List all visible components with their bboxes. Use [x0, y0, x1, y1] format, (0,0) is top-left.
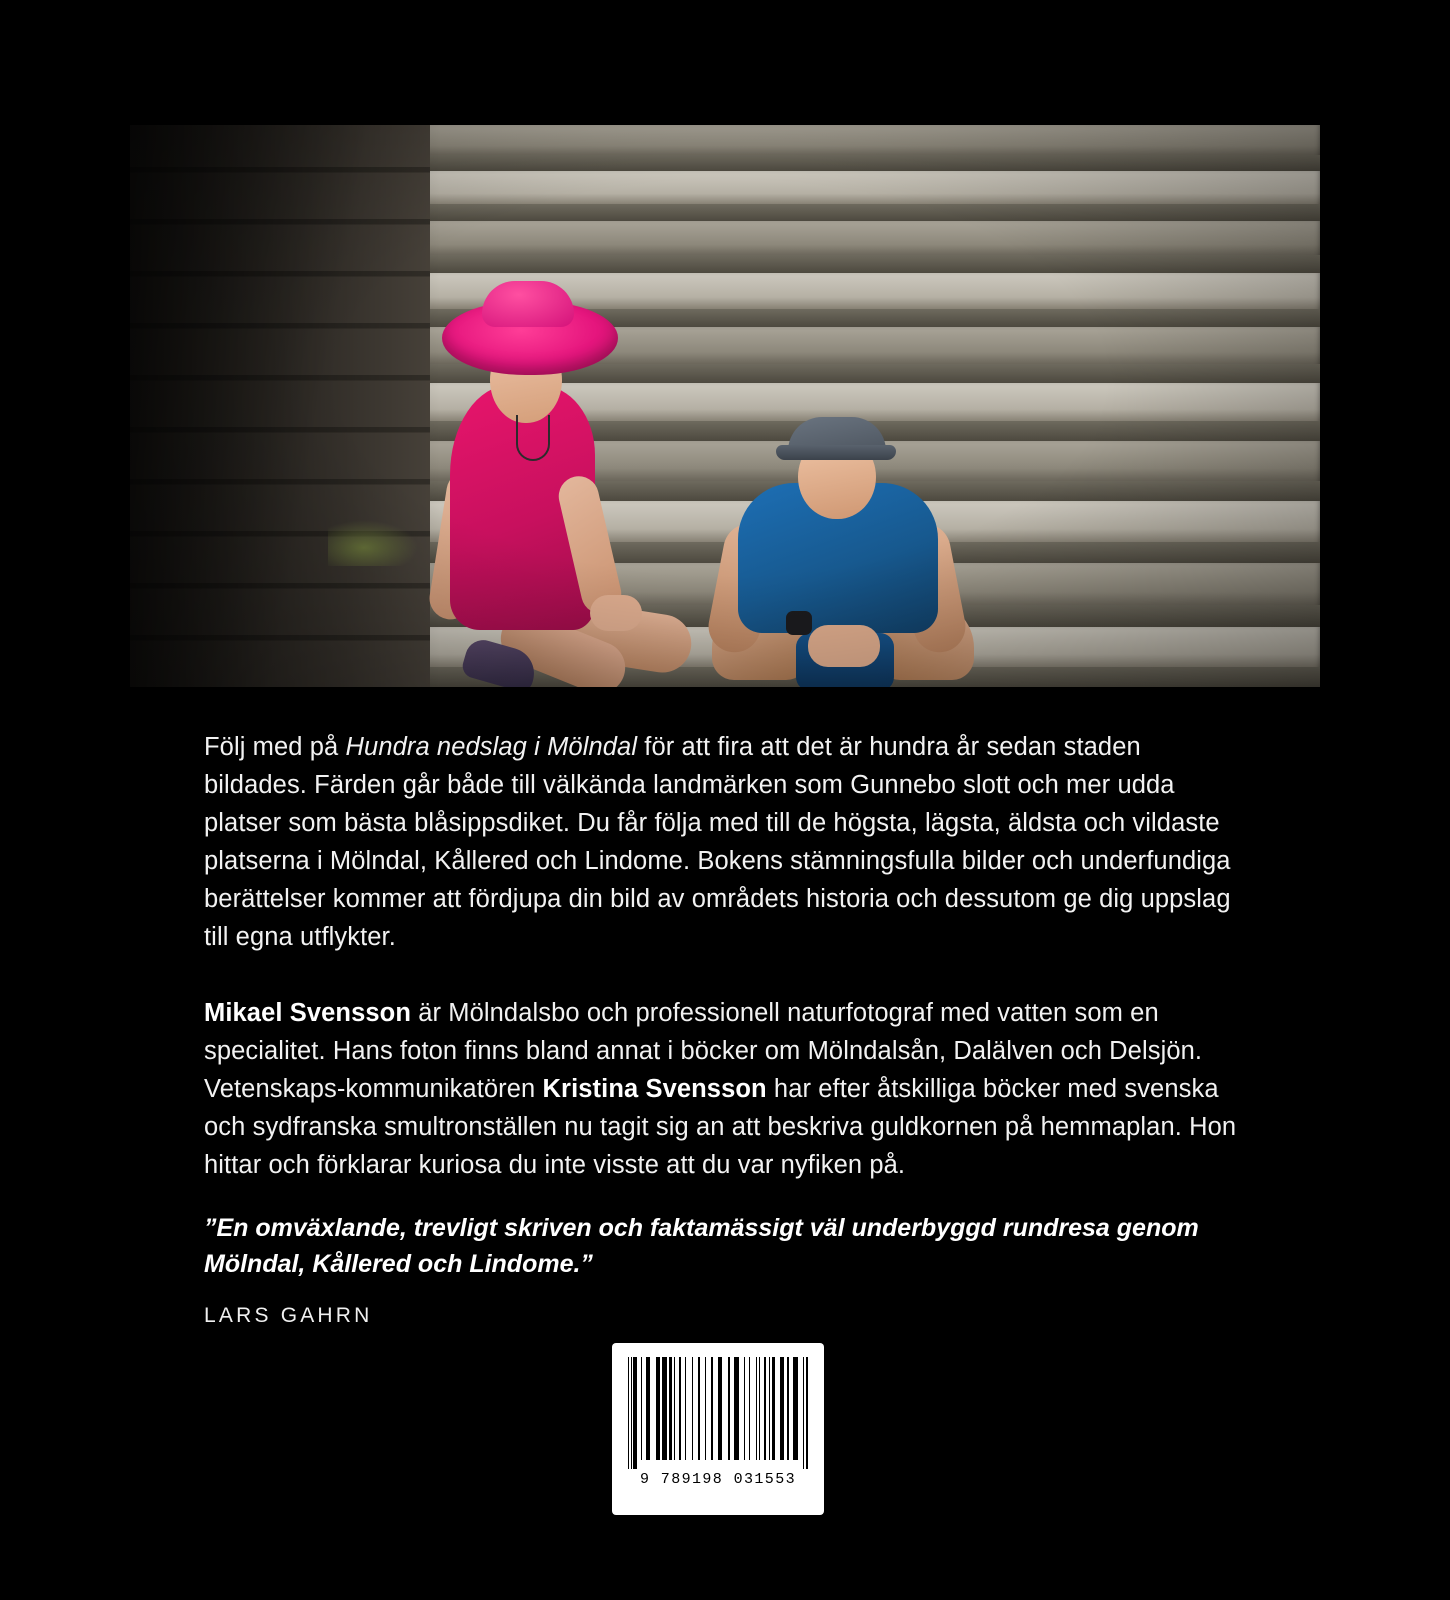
cover-photo	[130, 125, 1320, 687]
barcode-bars	[626, 1357, 810, 1469]
person-woman	[420, 275, 670, 687]
review-quote: ”En omväxlande, trevligt skriven och faktamässigt väl underbyggd rundresa genom Mölndal, Kållered och Lindome.”	[204, 1214, 1199, 1278]
person-man	[700, 405, 990, 687]
photo-scene	[130, 125, 1320, 687]
wristwatch	[786, 611, 812, 635]
blurb-paragraph-2	[204, 994, 1249, 1184]
blurb-p2-rest: har efter åtskilliga böcker med svenska och sydfranska smultronställen nu tagit sig an att beskriva guldkornen på hemmaplan. Hon hittar och förklarar kuriosa du inte visste att du var nyfiken på.	[204, 1075, 1237, 1179]
author-name-kristina: Kristina Svensson	[542, 1075, 767, 1103]
review-author: LARS GAHRN	[204, 1304, 373, 1327]
blurb-paragraph-1	[204, 728, 1249, 956]
author-name-mikael: Mikael Svensson	[204, 999, 412, 1027]
book-title: Hundra nedslag i Mölndal	[345, 733, 638, 761]
barcode-number: 9 789198 031553	[639, 1471, 797, 1488]
isbn-barcode	[612, 1343, 824, 1515]
blurb-p2-mid: är Mölndalsbo och professionell naturfotograf med vatten som en specialitet. Hans foton finns bland annat i böcker om Mölndalsån, Dalälven och Delsjön. Vetenskaps-kommunikatören	[204, 999, 1203, 1103]
back-cover-text	[204, 728, 1249, 1328]
wall-shadow	[130, 125, 440, 687]
blurb-p1-rest: för att fira att det är hundra år sedan staden bildades. Färden går både till välkända landmärken som Gunnebo slott och mer udda platser som bästa blåsippsdiket. Du får följa med till de högsta, lägsta, äldsta och vildaste platserna i Mölndal, Kållered och Lindome. Bokens stämningsfulla bilder och underfundiga berättelser kommer att fördjupa din bild av områdets historia och dessutom ge dig uppslag till egna utflykter.	[204, 733, 1231, 951]
moss-patch	[328, 520, 418, 566]
blurb-p1-lead: Följ med på	[204, 733, 346, 761]
